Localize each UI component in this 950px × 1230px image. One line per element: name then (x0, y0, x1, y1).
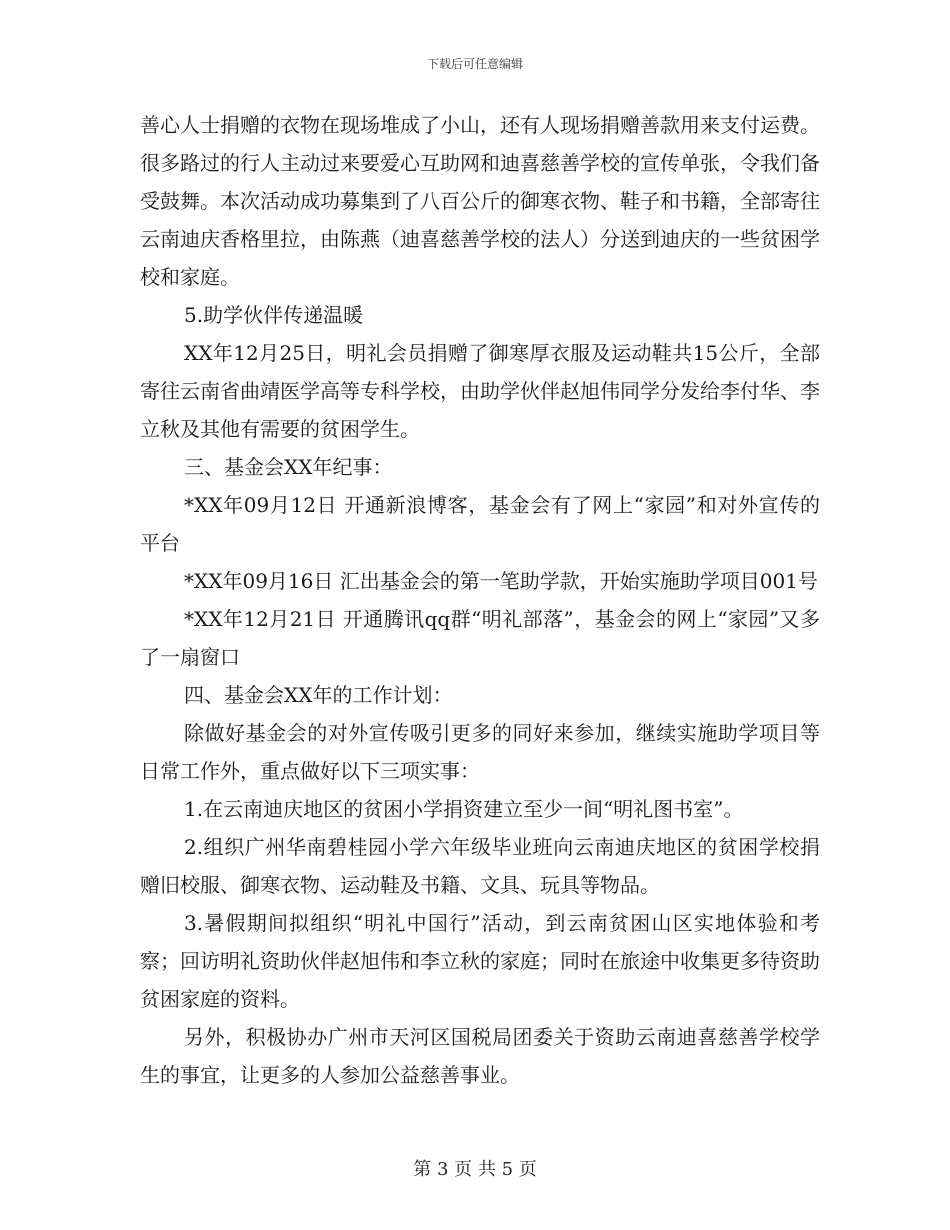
timeline-item-1: *XX年09月12日 开通新浪博客，基金会有了网上“家园”和对外宣传的平台 (140, 493, 820, 555)
paragraph-2: 5.助学伙伴传递温暖 (184, 303, 364, 327)
timeline-item-2: *XX年09月16日 汇出基金会的第一笔助学款，开始实施助学项目001号 (184, 569, 818, 593)
paragraph-1: 善心人士捐赠的衣物在现场堆成了小山，还有人现场捐赠善款用来支付运费。很多路过的行人主动过来要爱心互助网和迪喜慈善学校的宣传单张，令我们备受鼓舞。本次活动成功募集到了八百公斤的御寒衣物、鞋子和书籍，全部寄往云南迪庆香格里拉，由陈燕（迪喜慈善学校的法人）分送到迪庆的一些贫困学校和家庭。 (140, 113, 820, 289)
paragraph-3: XX年12月25日，明礼会员捐赠了御寒厚衣服及运动鞋共15公斤，全部寄往云南省曲靖医学高等专科学校，由助学伙伴赵旭伟同学分发给李付华、李立秋及其他有需要的贫困学生。 (140, 341, 820, 441)
paragraph-closing: 另外，积极协办广州市天河区国税局团委关于资助云南迪喜慈善学校学生的事宜，让更多的人参加公益慈善事业。 (140, 1025, 820, 1087)
plan-item-1: 1.在云南迪庆地区的贫困小学捐资建立至少一间“明礼图书室”。 (184, 797, 744, 821)
page-header: 下载后可任意编辑 (426, 57, 523, 71)
plan-item-2: 2.组织广州华南碧桂园小学六年级毕业班向云南迪庆地区的贫困学校捐赠旧校服、御寒衣物、运动鞋及书籍、文具、玩具等物品。 (140, 835, 820, 897)
paragraph-plan-intro: 除做好基金会的对外宣传吸引更多的同好来参加，继续实施助学项目等日常工作外，重点做好以下三项实事： (140, 721, 820, 783)
section-heading-3: 三、基金会XX年纪事： (184, 455, 393, 479)
page-number: 第 3 页 共 5 页 (413, 1159, 537, 1180)
section-heading-4: 四、基金会XX年的工作计划： (184, 683, 453, 707)
plan-item-3: 3.暑假期间拟组织“明礼中国行”活动，到云南贫困山区实地体验和考察；回访明礼资助伙伴赵旭伟和李立秋的家庭；同时在旅途中收集更多待资助贫困家庭的资料。 (140, 911, 820, 1011)
document-body (140, 106, 820, 1094)
timeline-item-3: *XX年12月21日 开通腾讯qq群“明礼部落”，基金会的网上“家园”又多了一扇窗口 (140, 607, 820, 669)
